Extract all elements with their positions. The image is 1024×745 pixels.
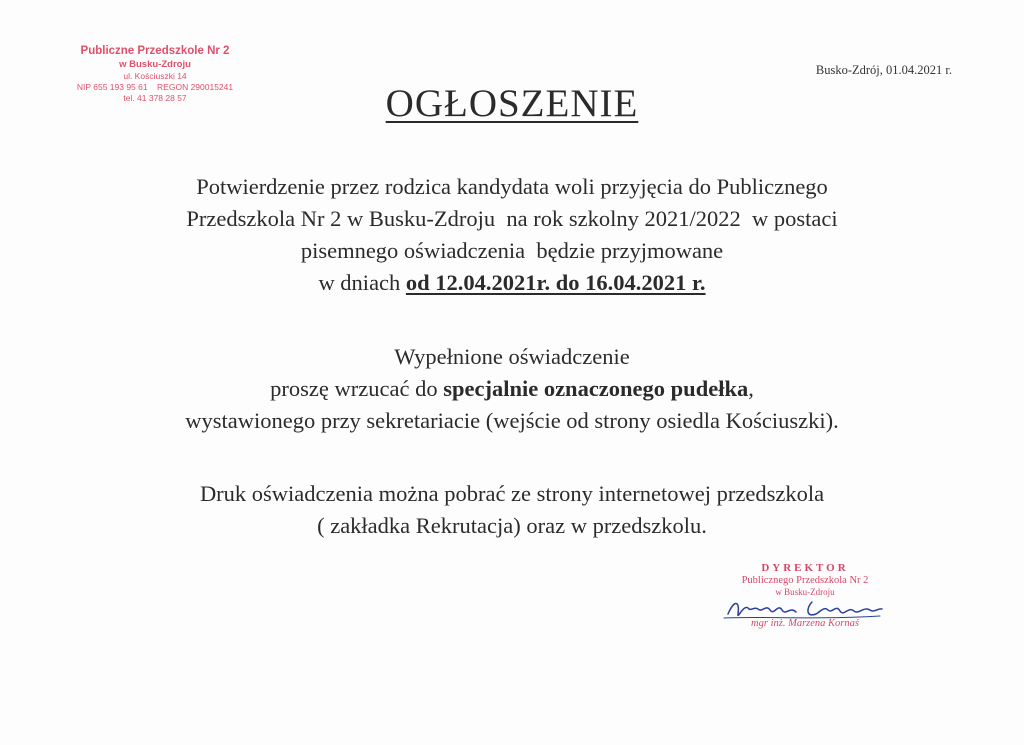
stamp-school-name: Publiczne Przedszkole Nr 2	[80, 45, 230, 57]
handwritten-signature-icon	[720, 594, 890, 624]
paragraph-confirmation	[40, 171, 984, 299]
special-box: specjalnie oznaczonego pudełka	[443, 375, 749, 401]
director-city: w Busku-Zdroju	[775, 587, 835, 598]
paragraph-download	[40, 478, 984, 542]
paragraph1-line3: pisemnego oświadczenia będzie przyjmowane	[300, 237, 724, 263]
paragraph-submission	[40, 341, 984, 437]
paragraph1-line4	[40, 267, 984, 299]
director-institution: Publicznego Przedszkola Nr 2	[741, 574, 869, 586]
submission-dates: od 12.04.2021r. do 16.04.2021 r.	[405, 269, 706, 295]
paragraph1-line1: Potwierdzenie przez rodzica kandydata woli przyjęcia do Publicznego	[196, 174, 828, 199]
box-suffix: ,	[748, 375, 754, 401]
paragraph2-line2	[40, 373, 984, 405]
stamp-street: ul. Kościuszki 14	[123, 70, 187, 81]
place-date: Busko-Zdrój, 01.04.2021 r.	[815, 63, 952, 77]
director-name: mgr inż. Marzena Kornaś	[751, 617, 859, 629]
stamp-ids: NIP 655 193 95 61 REGON 290015241	[76, 81, 234, 92]
paragraph2-line3: wystawionego przy sekretariacie (wejście od strony osiedla Kościuszki).	[185, 407, 839, 433]
signature	[700, 598, 910, 624]
dates-prefix: w dniach	[318, 269, 406, 295]
director-stamp	[700, 562, 910, 630]
stamp-phone: tel. 41 378 28 57	[123, 92, 187, 103]
paragraph1-line2: Przedszkola Nr 2 w Busku-Zdroju na rok szkolny 2021/2022 w postaci	[186, 205, 838, 231]
stamp-city: w Busku-Zdroju	[119, 58, 191, 70]
paragraph3-line1: Druk oświadczenia można pobrać ze strony internetowej przedszkola	[199, 481, 825, 506]
box-prefix: proszę wrzucać do	[270, 375, 444, 401]
director-title: DYREKTOR	[761, 562, 849, 574]
paragraph3-line2: ( zakładka Rekrutacja) oraz w przedszkolu.	[317, 512, 707, 538]
page-title: OGŁOSZENIE	[385, 82, 639, 125]
paragraph2-line1: Wypełnione oświadczenie	[394, 344, 630, 369]
